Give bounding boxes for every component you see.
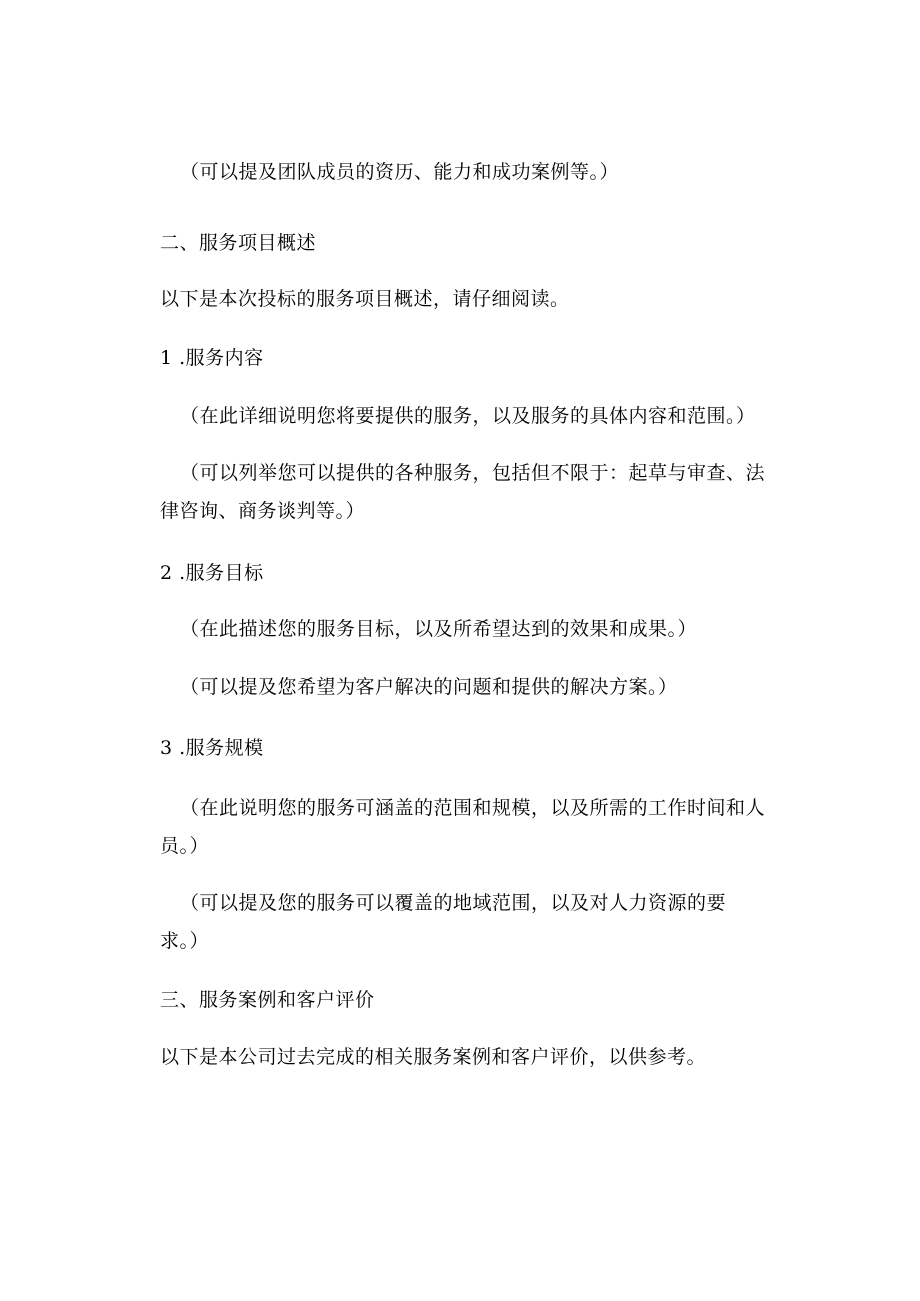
section-heading-3: 三、服务案例和客户评价 (160, 989, 375, 1011)
section-heading-2: 二、服务项目概述 (160, 232, 317, 254)
paragraph-service-content-2-line-1: （可以列举您可以提供的各种服务，包括但不限于：起草与审查、法 (180, 462, 766, 484)
paragraph-service-content-2-line-2: 律咨询、商务谈判等。） (160, 500, 366, 522)
paragraph-team-qualifications: （可以提及团队成员的资历、能力和成功案例等。） (180, 161, 620, 183)
paragraph-service-goals-2: （可以提及您希望为客户解决的问题和提供的解决方案。） (180, 676, 678, 698)
paragraph-service-scale-1-line-2: 员。） (160, 835, 210, 857)
paragraph-service-scale-2-line-2: 求。） (160, 930, 210, 952)
paragraph-section-2-intro: 以下是本次投标的服务项目概述，请仔细阅读。 (160, 288, 570, 310)
paragraph-section-3-intro: 以下是本公司过去完成的相关服务案例和客户评价，以供参考。 (160, 1046, 707, 1068)
subheading-service-scale: 3 .服务规模 (160, 737, 264, 759)
subheading-service-content: 1 .服务内容 (160, 347, 264, 369)
paragraph-service-content-1: （在此详细说明您将要提供的服务，以及服务的具体内容和范围。） (180, 405, 756, 427)
subheading-service-goals: 2 .服务目标 (160, 562, 264, 584)
paragraph-service-scale-2-line-1: （可以提及您的服务可以覆盖的地域范围，以及对人力资源的要 (180, 892, 727, 914)
paragraph-service-scale-1-line-1: （在此说明您的服务可涵盖的范围和规模，以及所需的工作时间和人 (180, 797, 766, 819)
paragraph-service-goals-1: （在此描述您的服务目标，以及所希望达到的效果和成果。） (180, 618, 698, 640)
